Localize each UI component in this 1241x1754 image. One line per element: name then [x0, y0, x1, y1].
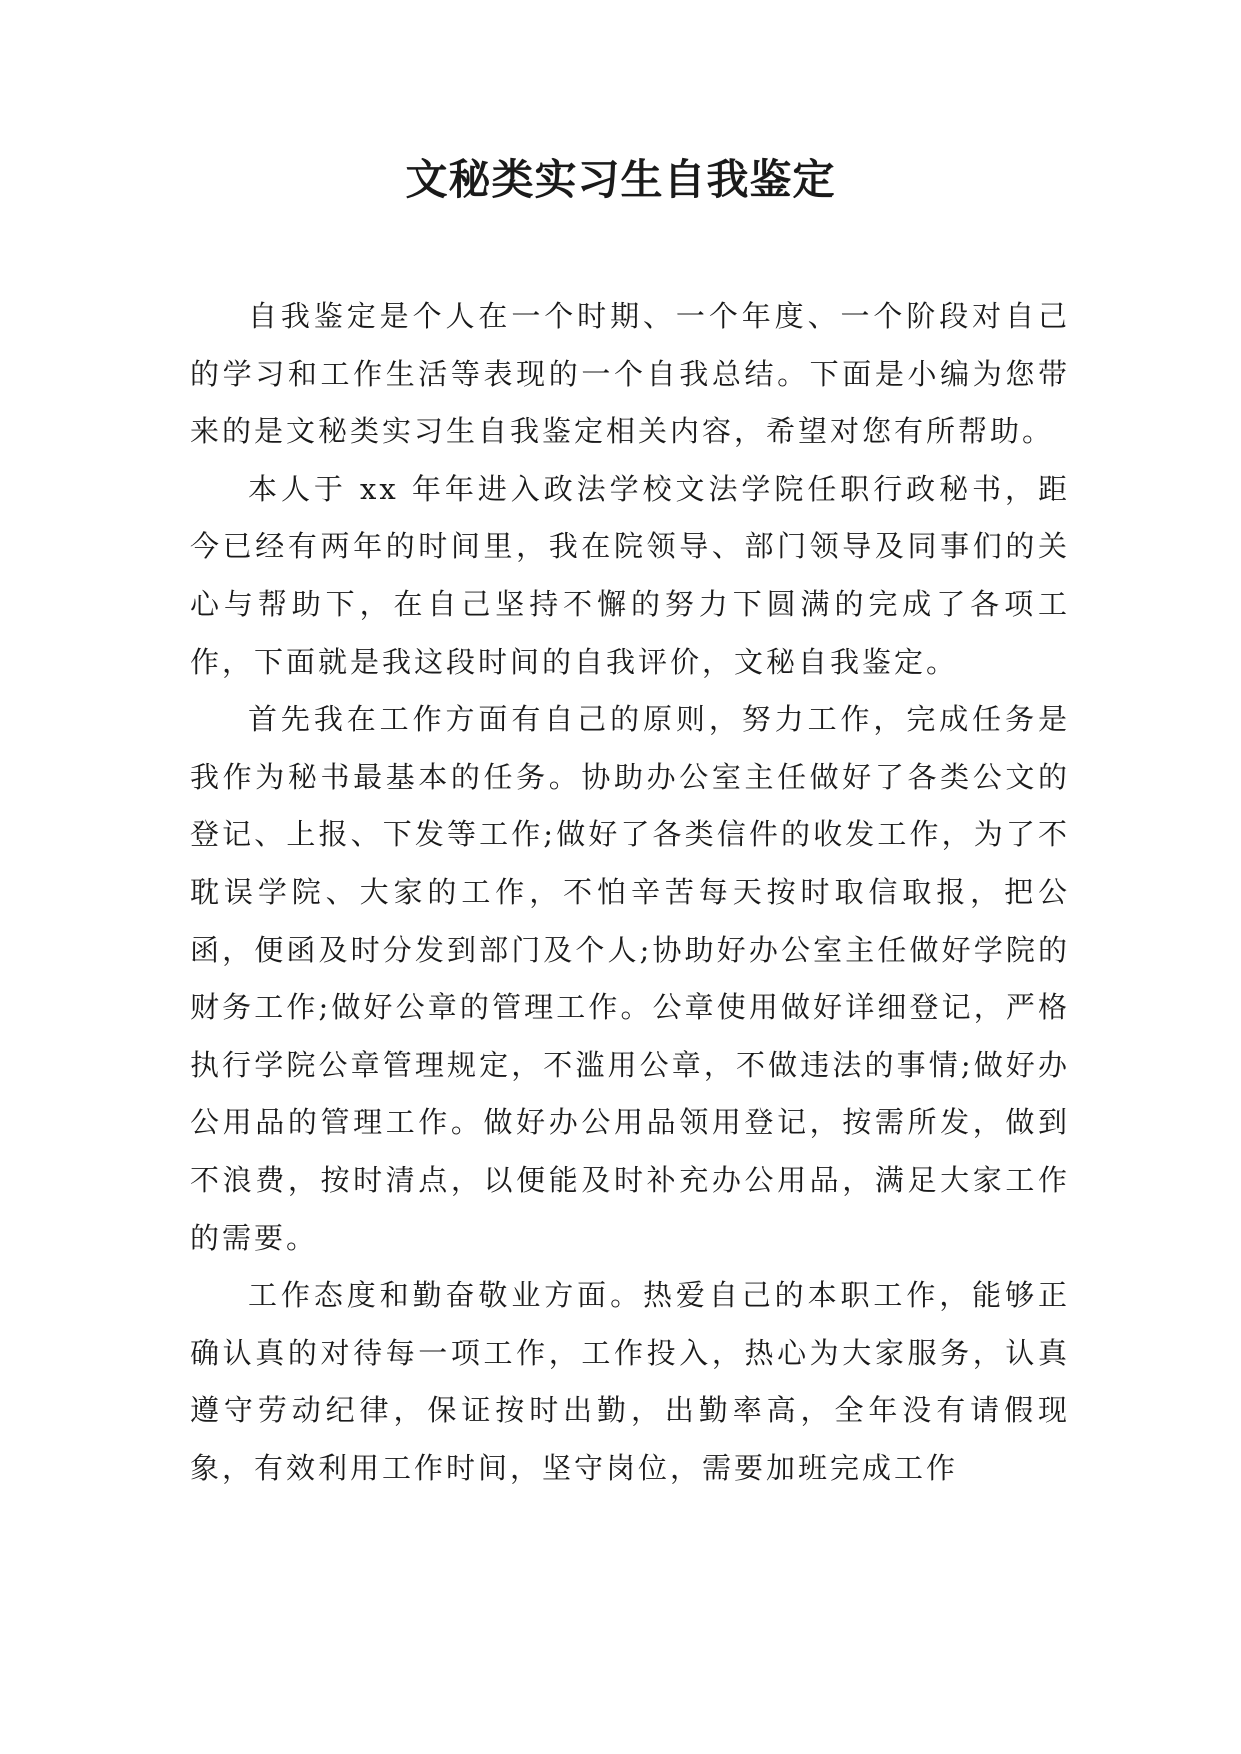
paragraph-work-attitude: 工作态度和勤奋敬业方面。热爱自己的本职工作，能够正确认真的对待每一项工作，工作投入，热心为大家服务，认真遵守劳动纪律，保证按时出勤，出勤率高，全年没有请假现象，有效利用工作时间，坚守岗位，需要加班完成工作 [190, 1278, 1070, 1485]
document-body [190, 288, 1070, 1497]
paragraph-intro: 自我鉴定是个人在一个时期、一个年度、一个阶段对自己的学习和工作生活等表现的一个自我总结。下面是小编为您带来的是文秘类实习生自我鉴定相关内容，希望对您有所帮助。 [190, 299, 1070, 449]
document-title: 文秘类实习生自我鉴定 [405, 155, 836, 204]
paragraph-background: 本人于 xx 年年进入政法学校文法学院任职行政秘书，距今已经有两年的时间里，我在院领导、部门领导及同事们的关心与帮助下，在自己坚持不懈的努力下圆满的完成了各项工作，下面就是我这段时间的自我评价，文秘自我鉴定。 [190, 471, 1070, 679]
paragraph-work-principles: 首先我在工作方面有自己的原则，努力工作，完成任务是我作为秘书最基本的任务。协助办公室主任做好了各类公文的登记、上报、下发等工作;做好了各类信件的收发工作，为了不耽误学院、大家的工作，不怕辛苦每天按时取信取报，把公函，便函及时分发到部门及个人;协助好办公室主任做好学院的财务工作;做好公章的管理工作。公章使用做好详细登记，严格执行学院公章管理规定，不滥用公章，不做违法的事情;做好办公用品的管理工作。做好办公用品领用登记，按需所发，做到不浪费，按时清点，以便能及时补充办公用品，满足大家工作的需要。 [190, 702, 1070, 1255]
